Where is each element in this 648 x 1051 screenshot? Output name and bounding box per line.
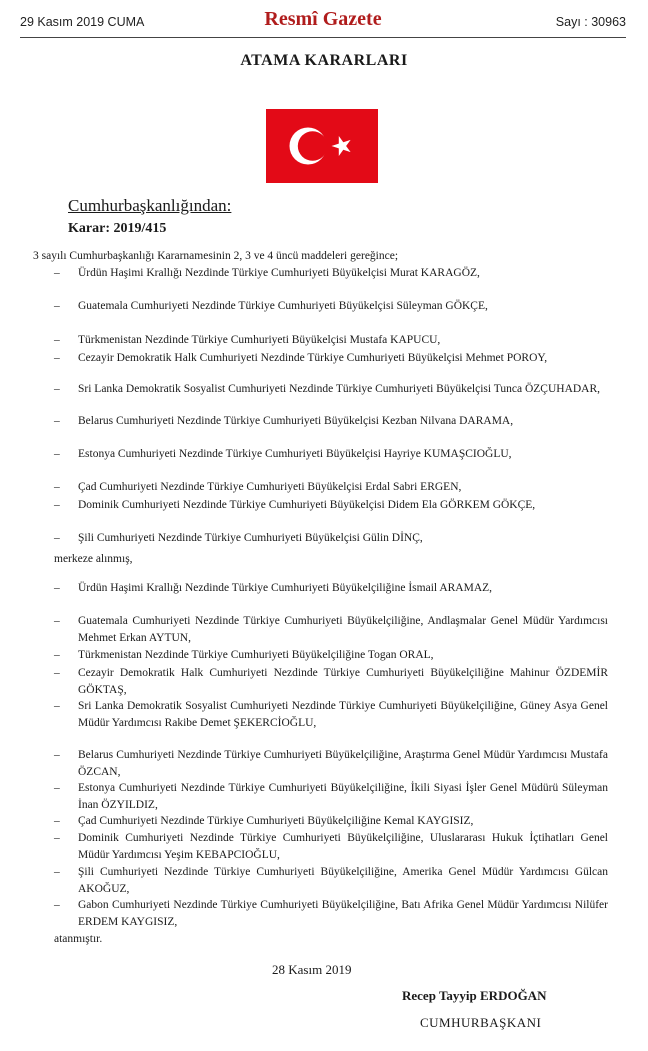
appointed-entry: – Gabon Cumhuriyeti Nezdinde Türkiye Cumhuriyeti Büyükelçiliğine, Batı Afrika Genel Müdür Yardımcısı Nilüfer ERDEM KAYGISIZ, [54, 899, 608, 928]
recalled-entry: – Ürdün Haşimi Krallığı Nezdinde Türkiye Cumhuriyeti Büyükelçisi Murat KARAGÖZ, [54, 267, 480, 279]
appointed-entry: – Belarus Cumhuriyeti Nezdinde Türkiye Cumhuriyeti Büyükelçiliğine, Araştırma Genel Müdür Yardımcısı Mustafa ÖZCAN, [54, 749, 608, 778]
appointed-suffix: atanmıştır. [54, 933, 103, 945]
recalled-entry: – Dominik Cumhuriyeti Nezdinde Türkiye Cumhuriyeti Büyükelçisi Didem Ela GÖRKEM GÖKÇE, [54, 499, 536, 511]
recalled-entry: – Cezayir Demokratik Halk Cumhuriyeti Nezdinde Türkiye Cumhuriyeti Büyükelçisi Mehmet POROY, [54, 352, 548, 364]
gazette-name: Resmî Gazete [264, 8, 382, 30]
appointed-entry: – Cezayir Demokratik Halk Cumhuriyeti Nezdinde Türkiye Cumhuriyeti Büyükelçiliğine Mahinur ÖZDEMİR GÖKTAŞ, [54, 667, 608, 696]
appointed-entry: – Ürdün Haşimi Krallığı Nezdinde Türkiye Cumhuriyeti Büyükelçiliğine İsmail ARAMAZ, [54, 582, 493, 594]
recalled-entry: – Sri Lanka Demokratik Sosyalist Cumhuriyeti Nezdinde Türkiye Cumhuriyeti Büyükelçisi Tunca ÖZÇUHADAR, [54, 383, 601, 395]
turkish-flag-icon [266, 109, 378, 183]
intro-paragraph: 3 sayılı Cumhurbaşkanlığı Kararnamesinin 2, 3 ve 4 üncü maddeleri gereğince; [33, 250, 399, 262]
appointed-entry: – Guatemala Cumhuriyeti Nezdinde Türkiye Cumhuriyeti Büyükelçiliğine, Andlaşmalar Genel Müdür Yardımcısı Mehmet Erkan AYTUN, [54, 615, 608, 644]
appointed-entry: – Dominik Cumhuriyeti Nezdinde Türkiye Cumhuriyeti Büyükelçiliğine, Uluslararası Hukuk İçtihatları Genel Müdür Yardımcısı Yeşim KEBAPCIOĞLU, [54, 832, 608, 861]
gazette-header [20, 8, 626, 38]
issue-number: Sayı : 30963 [555, 15, 626, 29]
recalled-entry: – Estonya Cumhuriyeti Nezdinde Türkiye Cumhuriyeti Büyükelçisi Hayriye KUMAŞCIOĞLU, [54, 448, 512, 460]
header-date: 29 Kasım 2019 CUMA [20, 15, 145, 29]
recalled-suffix: merkeze alınmış, [54, 553, 133, 565]
appointed-entry: – Şili Cumhuriyeti Nezdinde Türkiye Cumhuriyeti Büyükelçiliğine, Amerika Genel Müdür Yardımcısı Gülcan AKOĞUZ, [54, 866, 608, 895]
signer-name: Recep Tayyip ERDOĞAN [402, 988, 547, 1003]
appointed-entry: – Türkmenistan Nezdinde Türkiye Cumhuriyeti Büyükelçiliğine Togan ORAL, [54, 649, 434, 661]
signer-title: CUMHURBAŞKANI [420, 1015, 542, 1030]
decision-number: Karar: 2019/415 [68, 221, 167, 236]
recalled-entry: – Guatemala Cumhuriyeti Nezdinde Türkiye Cumhuriyeti Büyükelçisi Süleyman GÖKÇE, [54, 300, 488, 312]
recalled-entry: – Türkmenistan Nezdinde Türkiye Cumhuriyeti Büyükelçisi Mustafa KAPUCU, [54, 334, 441, 346]
issuing-authority: Cumhurbaşkanlığından: [68, 196, 232, 215]
signature-date: 28 Kasım 2019 [272, 962, 352, 977]
document-title: ATAMA KARARLARI [240, 52, 408, 69]
appointed-entry: – Çad Cumhuriyeti Nezdinde Türkiye Cumhuriyeti Büyükelçiliğine Kemal KAYGISIZ, [54, 815, 474, 827]
recalled-entry: – Şili Cumhuriyeti Nezdinde Türkiye Cumhuriyeti Büyükelçisi Gülin DİNÇ, [54, 532, 423, 544]
appointed-entry: – Sri Lanka Demokratik Sosyalist Cumhuriyeti Nezdinde Türkiye Cumhuriyeti Büyükelçiliğine, Güney Asya Genel Müdür Yardımcısı Rakibe Demet ŞEKERCİOĞLU, [54, 700, 608, 729]
header-divider [20, 37, 626, 38]
recalled-entry: – Çad Cumhuriyeti Nezdinde Türkiye Cumhuriyeti Büyükelçisi Erdal Sabri ERGEN, [54, 481, 462, 493]
recalled-entry: – Belarus Cumhuriyeti Nezdinde Türkiye Cumhuriyeti Büyükelçisi Kezban Nilvana DARAMA, [54, 415, 514, 427]
appointed-entry: – Estonya Cumhuriyeti Nezdinde Türkiye Cumhuriyeti Büyükelçiliğine, İkili Siyasi İşler Genel Müdürü Süleyman İnan ÖZYILDIZ, [54, 782, 608, 811]
